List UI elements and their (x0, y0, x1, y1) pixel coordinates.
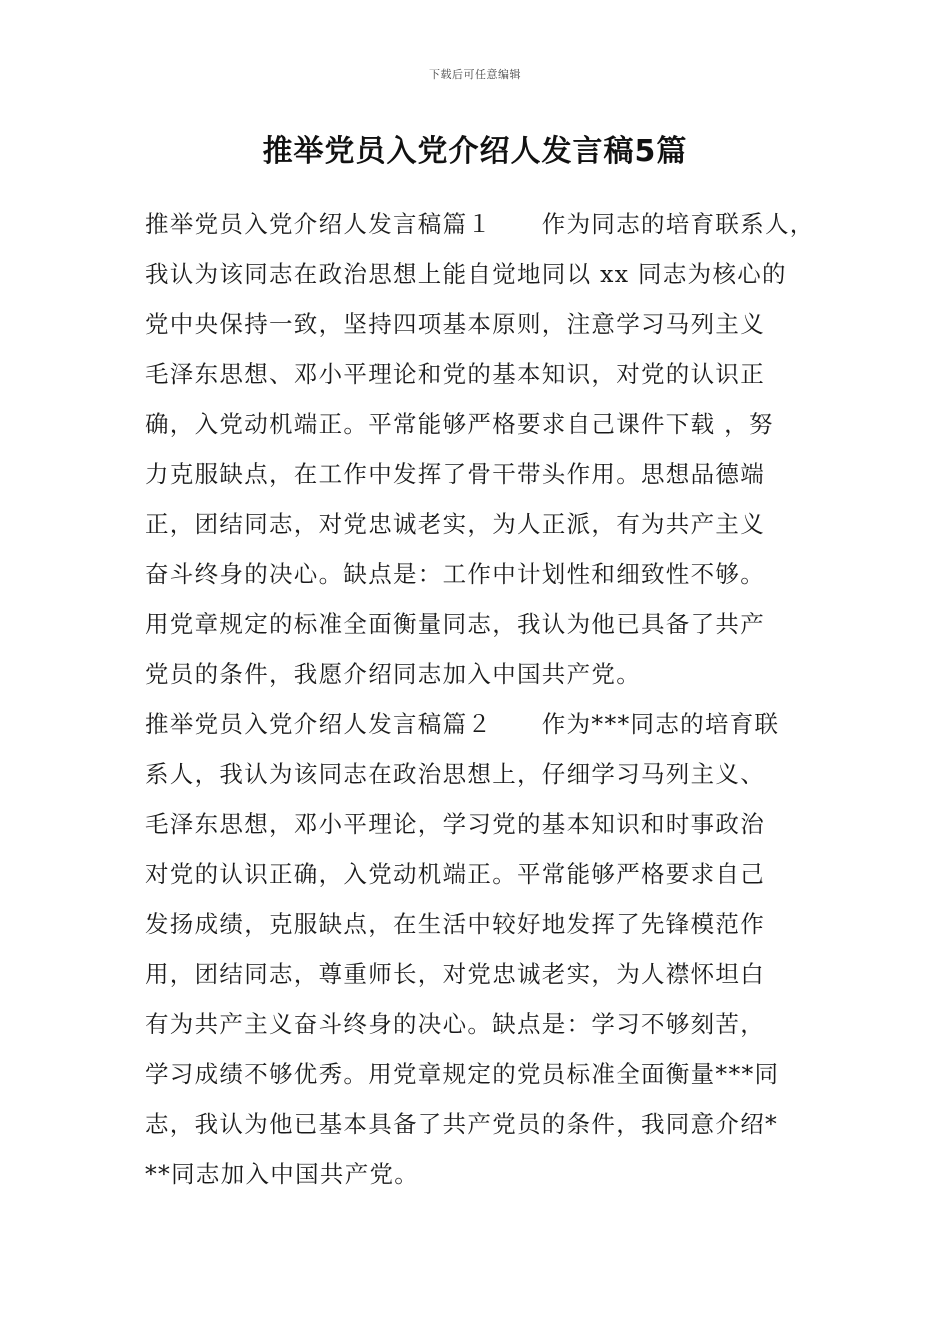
body-line: 推举党员入党介绍人发言稿篇１ 作为同志的培育联系人， (145, 210, 815, 238)
body-line: 推举党员入党介绍人发言稿篇２ 作为***同志的培育联 (145, 710, 780, 738)
body-line: 毛泽东思想、邓小平理论和党的基本知识，对党的认识正 (145, 360, 765, 388)
body-line: 志，我认为他已基本具备了共产党员的条件，我同意介绍* (145, 1110, 779, 1138)
body-line: 我认为该同志在政治思想上能自觉地同以 xx 同志为核心的 (145, 260, 787, 288)
body-line: 对党的认识正确，入党动机端正。平常能够严格要求自己 (145, 860, 765, 888)
document-title: 推举党员入党介绍人发言稿5篇 (262, 134, 688, 169)
body-line: 党员的条件，我愿介绍同志加入中国共产党。 (145, 660, 641, 688)
body-line: 党中央保持一致，坚持四项基本原则，注意学习马列主义 (145, 310, 765, 338)
body-line: 用党章规定的标准全面衡量同志，我认为他已具备了共产 (145, 610, 765, 638)
body-line: 用，团结同志，尊重师长，对党忠诚老实，为人襟怀坦白 (145, 960, 765, 988)
body-line: 毛泽东思想，邓小平理论，学习党的基本知识和时事政治 (145, 810, 765, 838)
body-line: 学习成绩不够优秀。用党章规定的党员标准全面衡量***同 (145, 1060, 780, 1088)
header-note: 下载后可任意编辑 (429, 68, 521, 81)
body-line: **同志加入中国共产党。 (145, 1160, 420, 1188)
body-line: 发扬成绩，克服缺点，在生活中较好地发挥了先锋模范作 (145, 910, 765, 938)
body-line: 正，团结同志，对党忠诚老实，为人正派，有为共产主义 (145, 510, 765, 538)
body-line: 有为共产主义奋斗终身的决心。缺点是：学习不够刻苦， (145, 1010, 765, 1038)
body-line: 系人，我认为该同志在政治思想上，仔细学习马列主义、 (145, 760, 765, 788)
document-body (145, 199, 825, 1199)
body-line: 确，入党动机端正。平常能够严格要求自己课件下载 ，努 (145, 410, 774, 438)
body-line: 力克服缺点，在工作中发挥了骨干带头作用。思想品德端 (145, 460, 765, 488)
body-line: 奋斗终身的决心。缺点是：工作中计划性和细致性不够。 (145, 560, 765, 588)
